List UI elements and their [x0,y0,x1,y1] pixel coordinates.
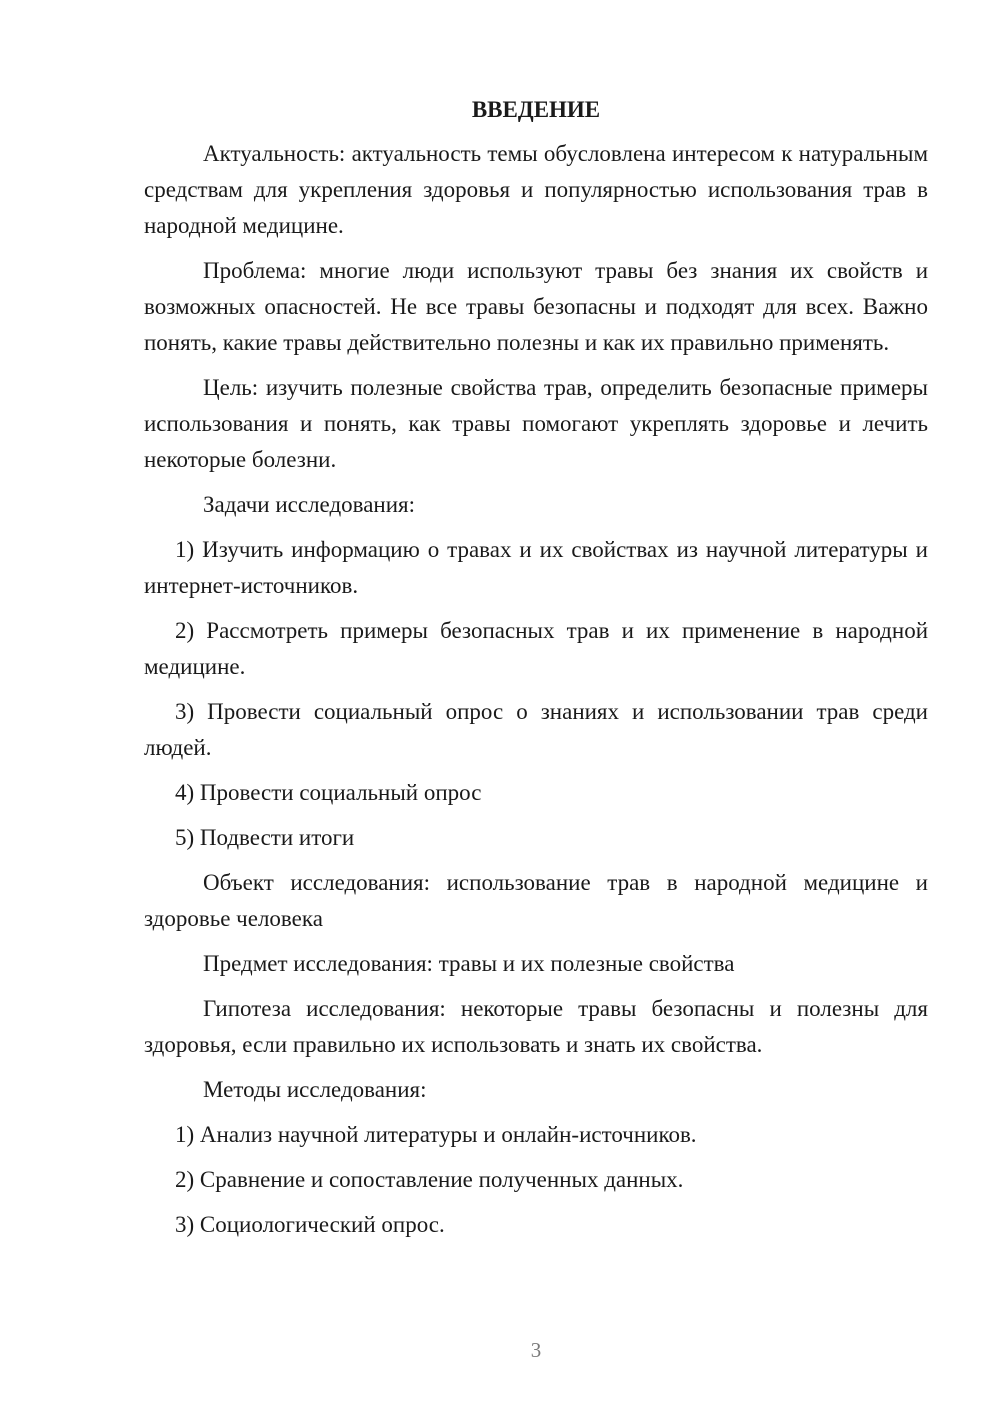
task-item-2: 2) Рассмотреть примеры безопасных трав и их применение в народной медицине. [144,618,928,679]
document-page [144,92,928,1252]
research-hypothesis: Гипотеза исследования: некоторые травы безопасны и полезны для здоровья, если правильно их использовать и знать их свойства. [144,996,928,1057]
method-item-1: 1) Анализ научной литературы и онлайн-источников. [175,1122,697,1147]
section-heading: ВВЕДЕНИЕ [471,97,601,122]
task-item-3: 3) Провести социальный опрос о знаниях и использовании трав среди людей. [144,699,928,760]
goal-paragraph: Цель: изучить полезные свойства трав, определить безопасные примеры использования и понять, как травы помогают укреплять здоровье и лечить некоторые болезни. [144,375,928,472]
page-number: 3 [530,1338,542,1362]
task-item-5: 5) Подвести итоги [175,825,355,850]
task-item-1: 1) Изучить информацию о травах и их свойствах из научной литературы и интернет-источников. [144,537,928,598]
methods-heading: Методы исследования: [203,1077,427,1102]
relevance-paragraph: Актуальность: актуальность темы обусловлена интересом к натуральным средствам для укрепления здоровья и популярностью использования трав в народной медицине. [144,141,928,238]
problem-paragraph: Проблема: многие люди используют травы без знания их свойств и возможных опасностей. Не все травы безопасны и подходят для всех. Важно понять, какие травы действительно полезны и как их правильно применять. [144,258,928,355]
research-object: Объект исследования: использование трав в народной медицине и здоровье человека [144,870,928,931]
method-item-3: 3) Социологический опрос. [175,1212,445,1237]
method-item-2: 2) Сравнение и сопоставление полученных данных. [175,1167,684,1192]
task-item-4: 4) Провести социальный опрос [175,780,482,805]
tasks-heading: Задачи исследования: [203,492,416,517]
research-subject: Предмет исследования: травы и их полезные свойства [203,951,735,976]
